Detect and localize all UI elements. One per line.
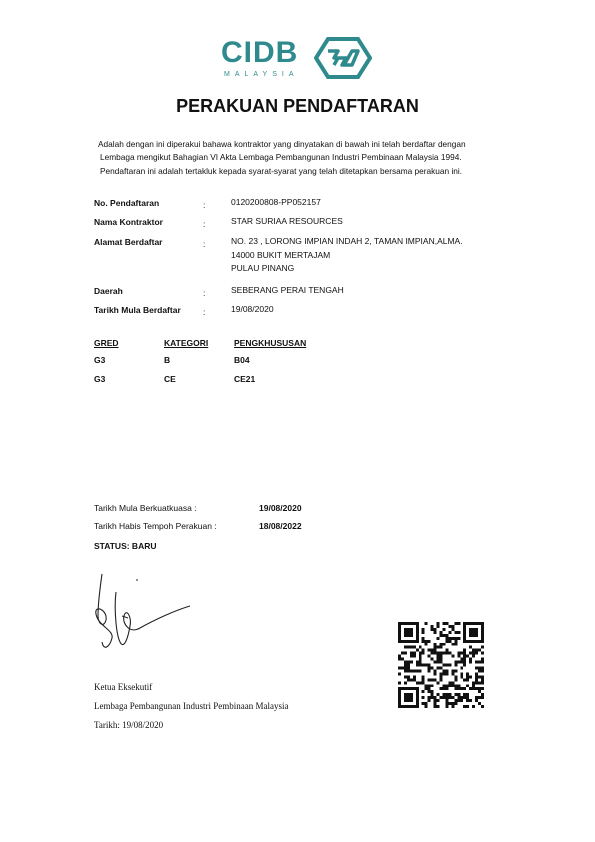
grade-header: GRED	[94, 338, 119, 348]
effective-date-label: Tarikh Mula Berkuatkuasa :	[94, 503, 197, 513]
district-value: SEBERANG PERAI TENGAH	[231, 285, 344, 295]
qr-code-icon	[398, 622, 484, 708]
page-title: PERAKUAN PENDAFTARAN	[176, 96, 419, 116]
signatory-organization: Lembaga Pembangunan Industri Pembinaan Malaysia	[94, 701, 289, 711]
table-cell-category: B	[164, 355, 171, 365]
colon: :	[203, 288, 206, 298]
contractor-name-value: STAR SURIAA RESOURCES	[231, 216, 343, 226]
logo-wordmark: CIDB	[221, 36, 299, 69]
address-line-2: 14000 BUKIT MERTAJAM	[231, 250, 331, 260]
status-text: STATUS: BARU	[94, 541, 157, 551]
reg-start-date-label: Tarikh Mula Berdaftar	[94, 305, 181, 315]
category-header: KATEGORI	[164, 338, 209, 348]
address-label: Alamat Berdaftar	[94, 237, 163, 247]
expiry-date-label: Tarikh Habis Tempoh Perakuan :	[94, 521, 217, 531]
registration-no-label: No. Pendaftaran	[94, 198, 160, 208]
table-cell-specialisation: CE21	[234, 374, 256, 384]
intro-line-3: Pendaftaran ini adalah tertakluk kepada syarat-syarat yang telah ditetapkan bersama perakuan ini.	[100, 166, 463, 176]
colon: :	[203, 200, 206, 210]
specialisation-header: PENGKHUSUSAN	[234, 338, 307, 348]
contractor-name-label: Nama Kontraktor	[94, 217, 163, 227]
table-cell-grade: G3	[94, 355, 106, 365]
table-cell-specialisation: B04	[234, 355, 250, 365]
table-cell-category: CE	[164, 374, 176, 384]
logo-country: MALAYSIA	[224, 71, 299, 78]
registration-no-value: 0120200808-PP052157	[231, 197, 321, 207]
handwritten-signature-icon	[86, 568, 206, 658]
intro-line-1: Adalah dengan ini diperakui bahawa kontraktor yang dinyatakan di bawah ini telah berdaftar dengan	[98, 139, 466, 149]
reg-start-date-value: 19/08/2020	[231, 304, 274, 314]
address-line-1: NO. 23 , LORONG IMPIAN INDAH 2, TAMAN IMPIAN,ALMA.	[231, 236, 463, 246]
colon: :	[203, 239, 206, 249]
district-label: Daerah	[94, 286, 123, 296]
signatory-date: Tarikh: 19/08/2020	[94, 720, 164, 730]
address-line-3: PULAU PINANG	[231, 263, 295, 273]
colon: :	[203, 307, 206, 317]
colon: :	[203, 219, 206, 229]
cidb-hexagon-logo-icon	[314, 37, 372, 79]
table-cell-grade: G3	[94, 374, 106, 384]
effective-date-value: 19/08/2020	[259, 503, 302, 513]
intro-line-2: Lembaga mengikut Bahagian VI Akta Lembaga Pembangunan Industri Pembinaan Malaysia 1994.	[100, 152, 462, 162]
expiry-date-value: 18/08/2022	[259, 521, 302, 531]
signatory-position: Ketua Eksekutif	[94, 682, 153, 692]
